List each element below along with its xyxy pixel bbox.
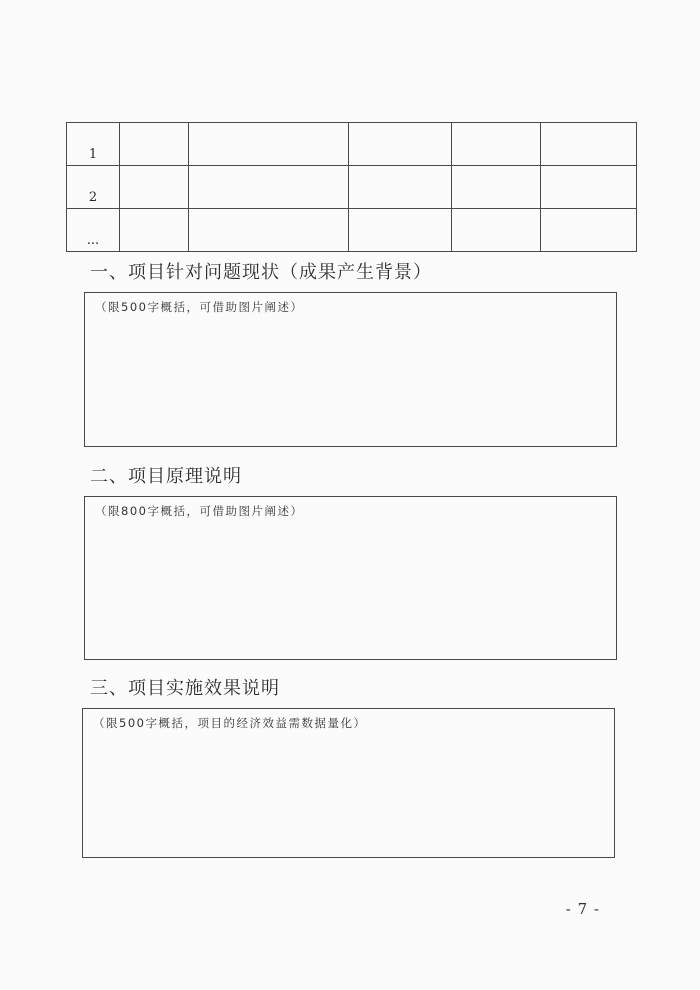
row-index-cell: 1: [67, 123, 120, 166]
table-cell: [189, 209, 349, 252]
table-row: [67, 209, 637, 252]
table-cell: [452, 166, 541, 209]
principle-text-box[interactable]: [84, 496, 617, 660]
table-cell: [120, 123, 189, 166]
effect-hint: （限500字概括，项目的经济效益需数据量化）: [93, 716, 367, 730]
background-hint: （限500字概括，可借助图片阐述）: [95, 300, 304, 314]
table-cell: [452, 123, 541, 166]
row-index-cell: ...: [67, 209, 120, 252]
table-cell: [541, 209, 637, 252]
table-cell: [120, 166, 189, 209]
table-cell: [349, 123, 452, 166]
table-row: [67, 166, 637, 209]
row-index-cell: 2: [67, 166, 120, 209]
project-list-table: [66, 122, 637, 252]
table-cell: [541, 123, 637, 166]
table-cell: [452, 209, 541, 252]
background-text-box[interactable]: [84, 292, 617, 447]
table-cell: [189, 123, 349, 166]
table-cell: [120, 209, 189, 252]
page-number: - 7 -: [565, 900, 600, 918]
table-cell: [349, 166, 452, 209]
table-row: [67, 123, 637, 166]
table-cell: [541, 166, 637, 209]
section-heading-principle: 二、项目原理说明: [90, 466, 242, 487]
table-cell: [349, 209, 452, 252]
section-heading-background: 一、项目针对问题现状（成果产生背景）: [90, 262, 432, 283]
principle-hint: （限800字概括，可借助图片阐述）: [95, 504, 304, 518]
table-cell: [189, 166, 349, 209]
section-heading-effect: 三、项目实施效果说明: [90, 678, 280, 699]
effect-text-box[interactable]: [82, 708, 615, 858]
